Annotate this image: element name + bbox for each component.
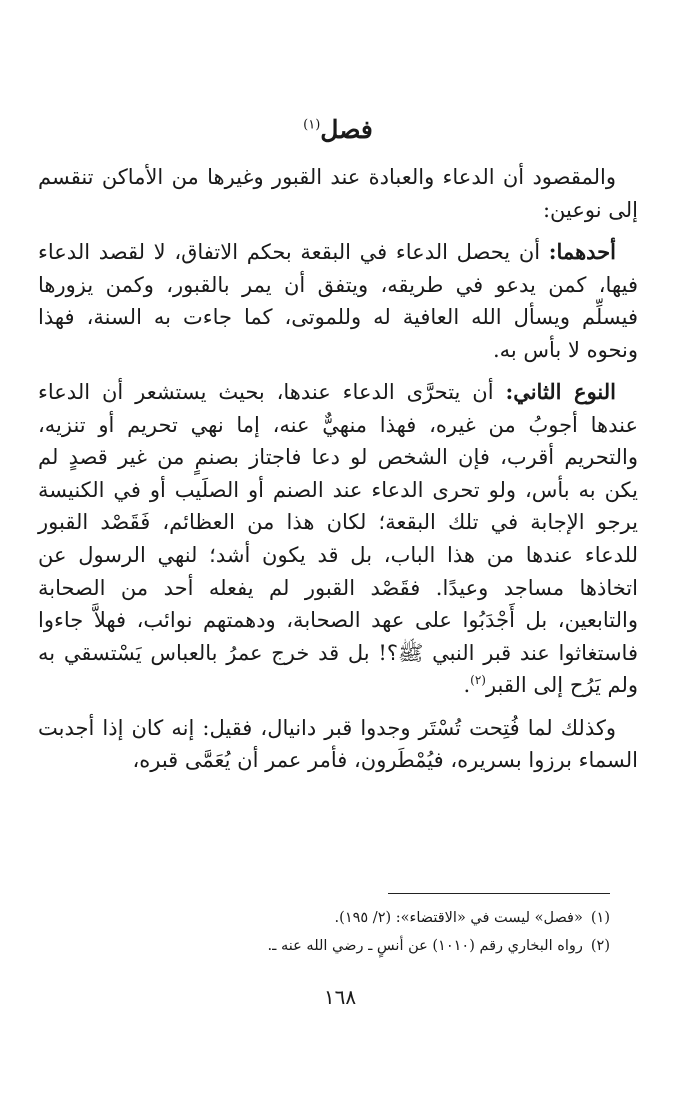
section-title-note-ref: (١) bbox=[303, 117, 321, 133]
paragraph-intro bbox=[38, 161, 638, 226]
paragraph-intro-text: والمقصود أن الدعاء والعبادة عند القبور وغيرها من الأماكن تنقسم إلى نوعين: bbox=[38, 165, 638, 222]
paragraph-first-type-lead: أحدهما: bbox=[548, 239, 616, 265]
footnote-2-text: رواه البخاري رقم (١٠١٠) عن أنسٍ ـ رضي الله عنه ـ. bbox=[267, 937, 583, 954]
paragraph-first-type-text: أن يحصل الدعاء في البقعة بحكم الاتفاق، لا لقصد الدعاء فيها، كمن يدعو في طريقه، ويتفق أن يمر بالقبور، وكمن يزورها فيسلِّم ويسأل الله العافية له وللموتى، كما جاءت به السنة، فهذا ونحوه لا بأس به. bbox=[38, 240, 638, 362]
paragraph-second-type-tail: . bbox=[463, 673, 471, 698]
footnote-divider bbox=[388, 893, 610, 894]
page-body bbox=[38, 112, 638, 787]
paragraph-first-type bbox=[38, 236, 638, 366]
footnote-1-number: (١) bbox=[590, 910, 610, 926]
footnotes bbox=[60, 905, 610, 960]
paragraph-second-type bbox=[38, 376, 638, 701]
paragraph-second-type-text: أن يتحرَّى الدعاء عندها، بحيث يستشعر أن الدعاء عندها أجوبُ من غيره، فهذا منهيٌّ عنه، إما نهي تحريم أو تنزيه، والتحريم أقرب، فإن الشخص لو دعا فاجتاز بصنمٍ من غير قصدٍ لم يكن به بأس، ولو تحرى الدعاء عند الصنم أو الصلَيب أو في الكنيسة يرجو الإجابة في تلك البقعة؛ لكان هذا من العظائم، فَقَصْد القبور للدعاء عندها من هذا الباب، بل قد يكون أشد؛ لنهي الرسول عن اتخاذها مساجد وعيدًا. فقَصْد القبور لم يفعله أحد من الصحابة والتابعين، بل أَجْدَبُوا على عهد الصحابة، ودهمتهم نوائب، فهلاَّ جاءوا فاستغاثوا عند قبر النبي ﷺ؟! بل قد خرج عمرُ بالعباس يَسْتسقي به ولم يَرُح إلى القبر bbox=[38, 380, 638, 698]
paragraph-second-type-lead: النوع الثاني: bbox=[505, 379, 617, 405]
footnote-1 bbox=[60, 905, 610, 933]
footnote-1-text: «فصل» ليست في «الاقتضاء»: (٢/ ١٩٥). bbox=[334, 910, 583, 926]
section-title-text: فصل bbox=[320, 115, 373, 144]
footnote-ref-2: (٢) bbox=[470, 673, 486, 688]
section-title bbox=[38, 112, 638, 147]
paragraph-tustar bbox=[38, 712, 638, 777]
footnote-2-number: (٢) bbox=[590, 937, 610, 954]
footnote-2 bbox=[60, 933, 610, 961]
page-number: ١٦٨ bbox=[323, 985, 357, 1009]
paragraph-tustar-text: وكذلك لما فُتِحت تُسْتَر وجدوا قبر دانيال، فقيل: إنه كان إذا أجدبت السماء برزوا بسريره، فيُمْطَرون، فأمر عمر أن يُعَمَّى قبره، bbox=[38, 715, 638, 773]
